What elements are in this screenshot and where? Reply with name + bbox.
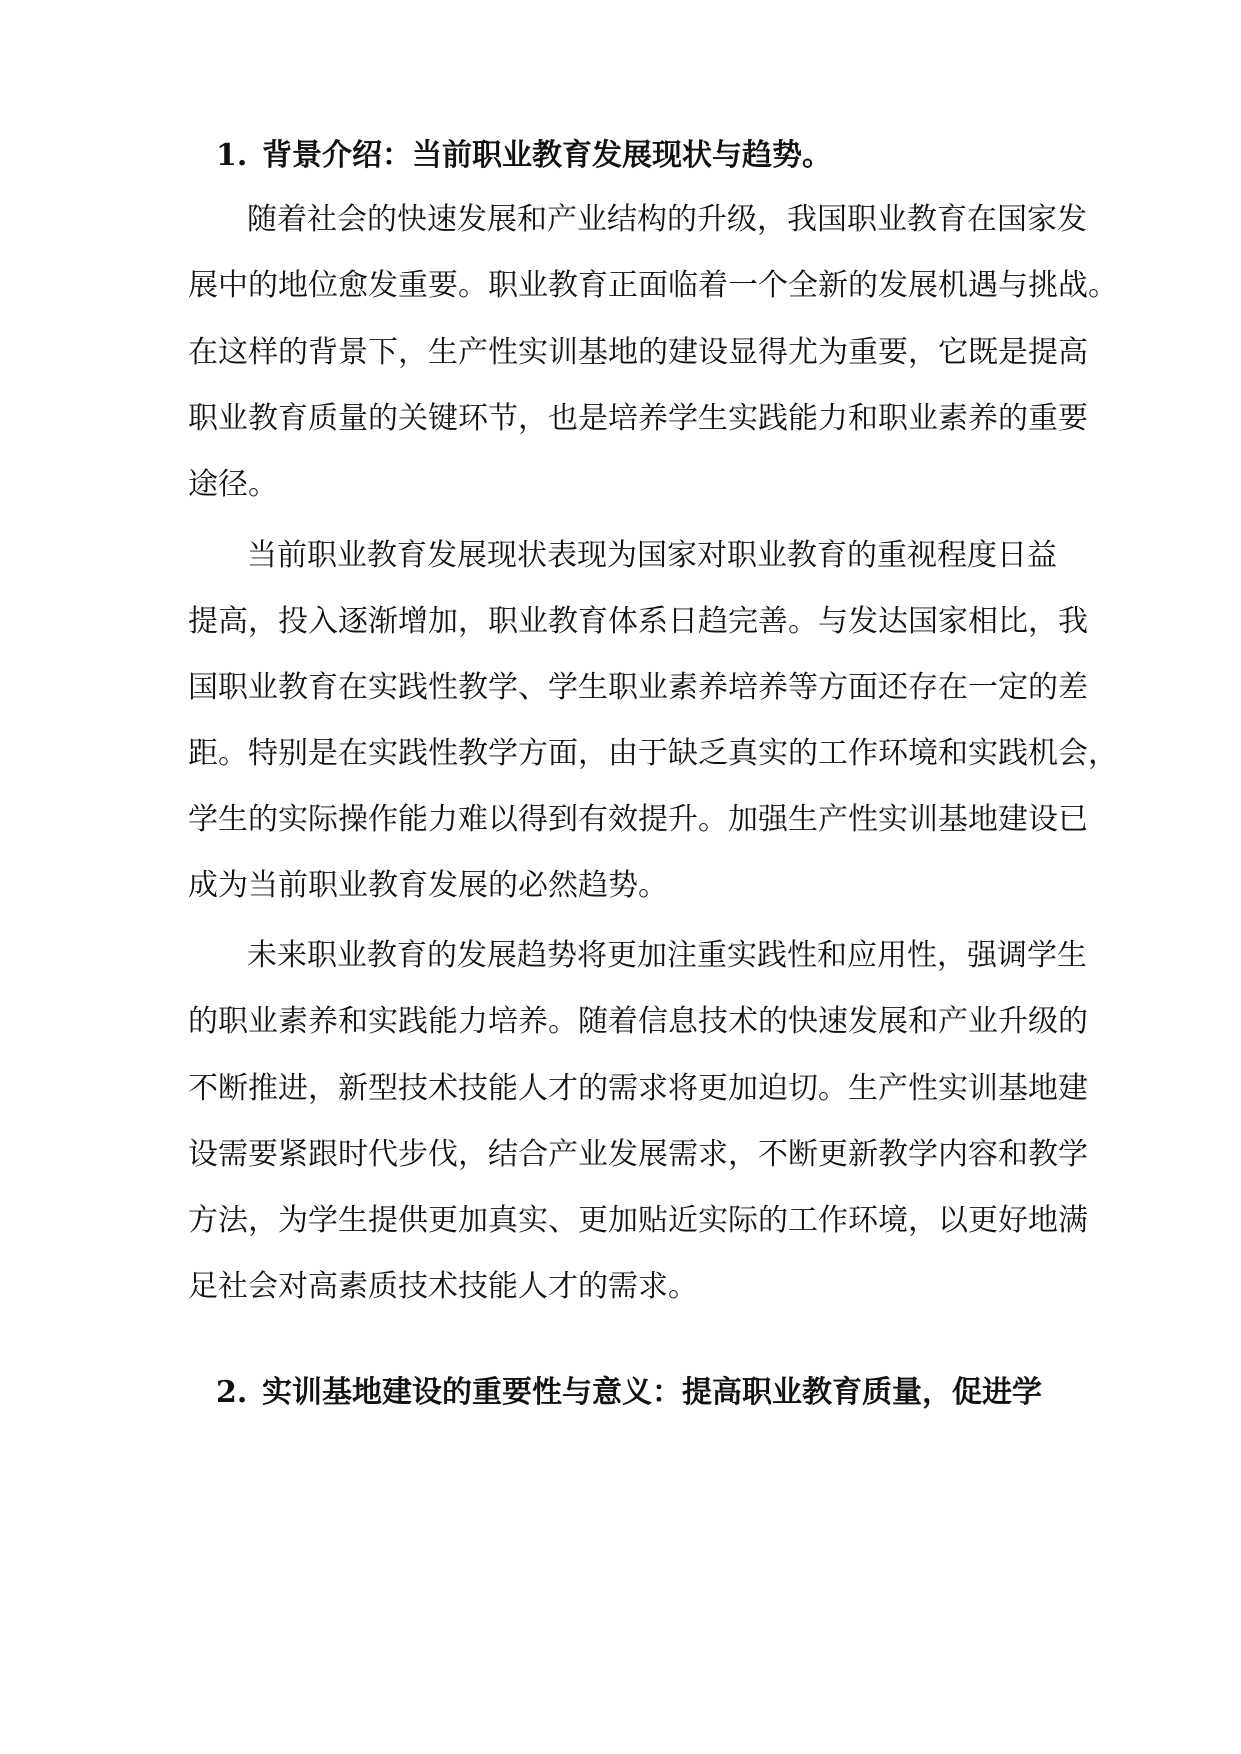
paragraph-line: 职业教育质量的关键环节，也是培养学生实践能力和职业素养的重要 [188,401,1088,436]
paragraph-line: 随着社会的快速发展和产业结构的升级，我国职业教育在国家发 [247,202,1087,237]
section-number: 1. [216,138,248,173]
paragraph-line: 的职业素养和实践能力培养。随着信息技术的快速发展和产业升级的 [188,1004,1088,1039]
section-title: 背景介绍：当前职业教育发展现状与趋势。 [262,138,832,173]
paragraph-line: 距。特别是在实践性教学方面，由于缺乏真实的工作环境和实践机会， [188,736,1118,771]
paragraph-line: 在这样的背景下，生产性实训基地的建设显得尤为重要，它既是提高 [188,335,1088,370]
paragraph-line: 提高，投入逐渐增加，职业教育体系日趋完善。与发达国家相比，我 [188,604,1088,639]
paragraph-line: 展中的地位愈发重要。职业教育正面临着一个全新的发展机遇与挑战。 [188,268,1118,303]
paragraph-line: 设需要紧跟时代步伐，结合产业发展需求，不断更新教学内容和教学 [188,1137,1088,1172]
paragraph-line: 方法，为学生提供更加真实、更加贴近实际的工作环境，以更好地满 [188,1203,1088,1238]
paragraph-line: 不断推进，新型技术技能人才的需求将更加迫切。生产性实训基地建 [188,1071,1088,1106]
section-heading-2 [216,1375,1086,1411]
paragraph-line: 学生的实际操作能力难以得到有效提升。加强生产性实训基地建设已 [188,802,1088,837]
section-heading-1 [216,138,1086,174]
paragraph-line: 途径。 [188,467,278,502]
section-number: 2. [216,1375,248,1410]
paragraph-line: 未来职业教育的发展趋势将更加注重实践性和应用性，强调学生 [247,938,1087,973]
paragraph-line: 国职业教育在实践性教学、学生职业素养培养等方面还存在一定的差 [188,670,1088,705]
paragraph-line: 足社会对高素质技术技能人才的需求。 [188,1269,698,1304]
section-title: 实训基地建设的重要性与意义：提高职业教育质量，促进学 [262,1375,1042,1410]
paragraph-line: 成为当前职业教育发展的必然趋势。 [188,868,668,903]
paragraph-line: 当前职业教育发展现状表现为国家对职业教育的重视程度日益 [247,538,1057,573]
